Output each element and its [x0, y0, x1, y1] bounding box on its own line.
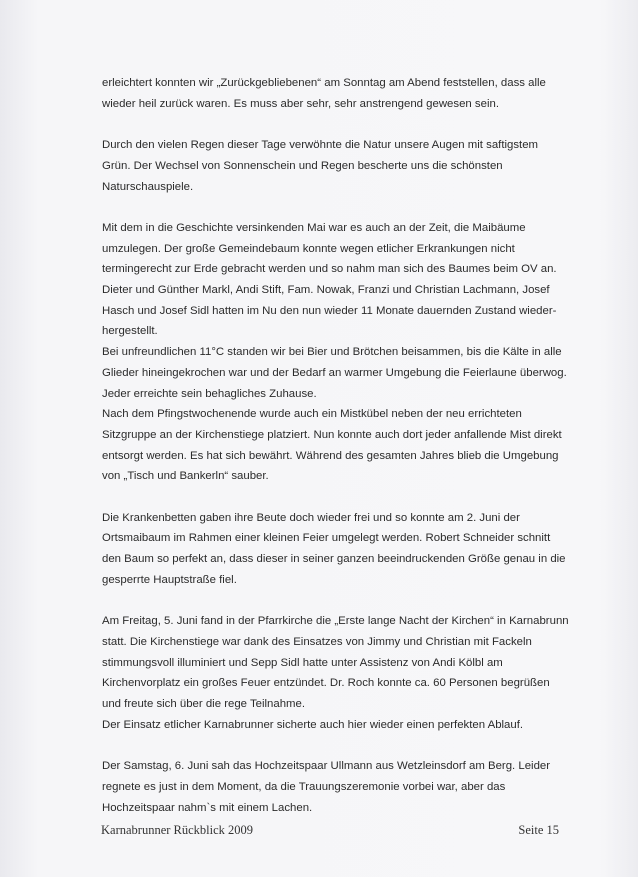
text-line: erleichtert konnten wir „Zurückgebliebenen“ am Sonntag am Abend feststellen, dass alle — [102, 77, 546, 89]
text-line: den Baum so perfekt an, dass dieser in seiner ganzen beeindruckenden Größe genau in die — [102, 553, 566, 566]
text-line: stimmungsvoll illuminiert und Sepp Sidl hatte unter Assistenz von Andi Kölbl am — [102, 656, 503, 669]
text-line: wieder heil zurück waren. Es muss aber sehr, sehr anstrengend gewesen sein. — [102, 97, 499, 110]
paragraph — [102, 218, 572, 487]
body-text — [102, 73, 572, 839]
text-line: von „Tisch und Bankerln“ sauber. — [102, 470, 269, 483]
paragraph — [102, 756, 572, 818]
text-line: und freute sich über die rege Teilnahme. — [102, 698, 306, 711]
text-line: Der Samstag, 6. Juni sah das Hochzeitspaar Ullmann aus Wetzleinsdorf am Berg. Leider — [102, 760, 551, 773]
text-line: Ortsmaibaum im Rahmen einer kleinen Feier umgelegt werden. Robert Schneider schnitt — [102, 532, 551, 545]
text-line: Bei unfreundlichen 11°C standen wir bei Bier und Brötchen beisammen, bis die Kälte in alle — [102, 346, 562, 359]
text-line: Glieder hineingekrochen war und der Bedarf an warmer Umgebung die Feierlaune überwog. — [102, 366, 567, 379]
text-line: entsorgt werden. Es hat sich bewährt. Während des gesamten Jahres blieb die Umgebung — [102, 449, 559, 462]
paragraph — [102, 508, 572, 591]
text-line: statt. Die Kirchenstiege war dank des Einsatzes von Jimmy und Christian mit Fackeln — [102, 635, 532, 648]
text-line: Nach dem Pfingstwochenende wurde auch ein Mistkübel neben der neu errichteten — [102, 408, 522, 421]
text-line: Mit dem in die Geschichte versinkenden Mai war es auch an der Zeit, die Maibäume — [102, 221, 526, 234]
text-line: gesperrte Hauptstraße fiel. — [102, 573, 237, 586]
text-line: Der Einsatz etlicher Karnabrunner sicherte auch hier wieder einen perfekten Ablauf. — [102, 718, 524, 731]
text-line: Dieter und Günther Markl, Andi Stift, Fam. Nowak, Franzi und Christian Lachmann, Josef — [102, 284, 550, 296]
footer-title: Karnabrunner Rückblick 2009 — [101, 823, 254, 837]
paragraph — [102, 135, 572, 197]
text-line: regnete es just in dem Moment, da die Trauungszeremonie vorbei war, aber das — [102, 780, 506, 793]
text-line: termingerecht zur Erde gebracht werden und so nahm man sich des Baumes beim OV an. — [102, 263, 557, 276]
text-line: Hasch und Josef Sidl hatten im Nu den nun wieder 11 Monate dauernden Zustand wieder- — [102, 304, 557, 317]
text-line: Durch den vielen Regen dieser Tage verwöhnte die Natur unsere Augen mit saftigstem — [102, 139, 539, 152]
paragraph — [102, 611, 572, 735]
text-line: umzulegen. Der große Gemeindebaum konnte wegen etlicher Erkrankungen nicht — [102, 242, 515, 255]
text-line: Kirchenvorplatz ein großes Feuer entzündet. Dr. Roch konnte ca. 60 Personen begrüßen — [102, 677, 550, 690]
page-number: Seite 15 — [518, 823, 559, 837]
text-line: Die Krankenbetten gaben ihre Beute doch wieder frei und so konnte am 2. Juni der — [102, 511, 520, 524]
text-line: Grün. Der Wechsel von Sonnenschein und Regen bescherte uns die schönsten — [102, 159, 503, 172]
paragraph — [102, 73, 572, 114]
text-line: Sitzgruppe an der Kirchenstiege platziert. Nun konnte auch dort jeder anfallende Mist direkt — [102, 428, 562, 441]
text-line: Am Freitag, 5. Juni fand in der Pfarrkirche die „Erste lange Nacht der Kirchen“ in Karnabrunn — [102, 615, 569, 628]
text-line: hergestellt. — [102, 325, 158, 338]
text-line: Naturschauspiele. — [102, 180, 194, 193]
text-line: Hochzeitspaar nahm`s mit einem Lachen. — [102, 801, 313, 814]
text-line: Jeder erreichte sein behagliches Zuhause. — [102, 387, 317, 400]
